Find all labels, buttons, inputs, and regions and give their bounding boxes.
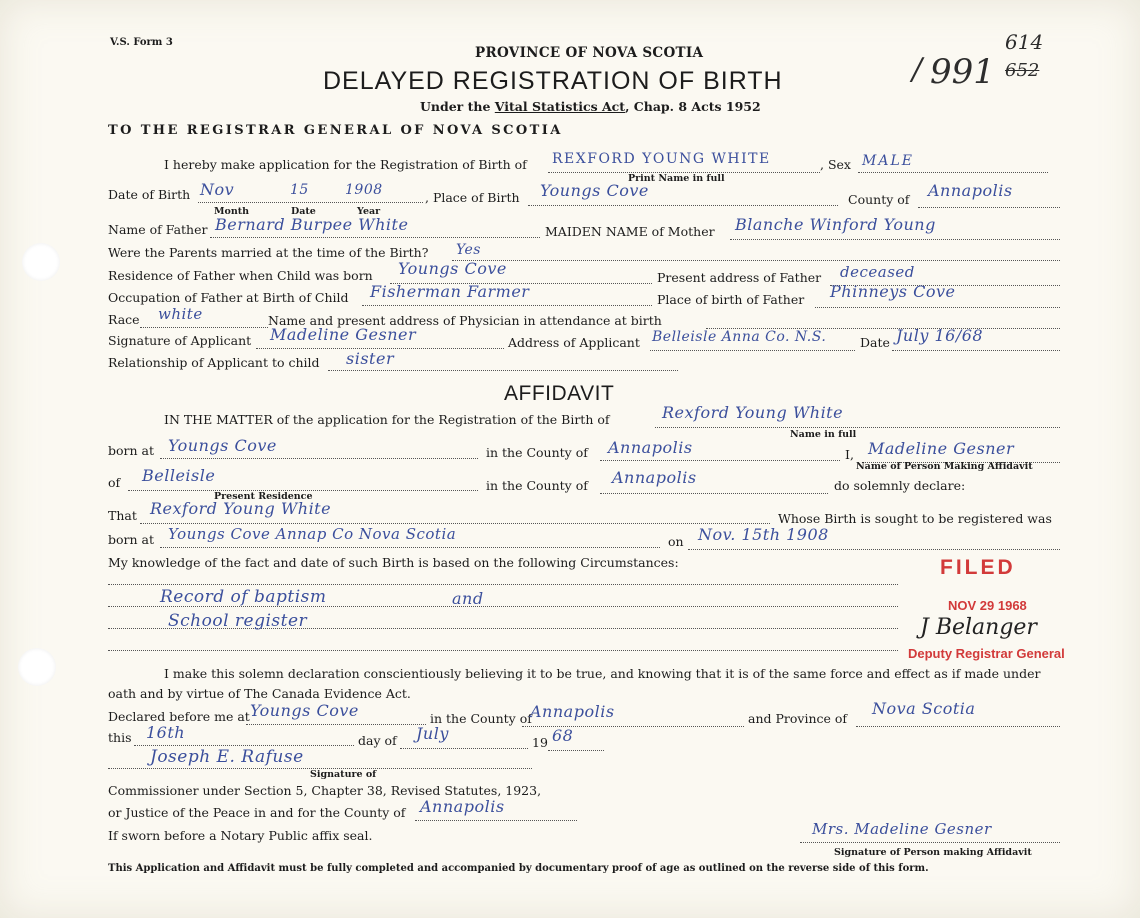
declared-label: Declared before me at <box>108 709 250 724</box>
commissioner-line: Commissioner under Section 5, Chapter 38, Revised Statutes, 1923, <box>108 783 542 798</box>
born-on-value: Nov. 15th 1908 <box>698 525 829 544</box>
declaration-line-2: oath and by virtue of The Canada Evidence Act. <box>108 686 411 701</box>
present-father-label: Present address of Father <box>657 270 822 285</box>
sig-of-label: Signature of <box>310 769 377 780</box>
declared-at: Youngs Cove <box>250 701 359 720</box>
dob-line <box>198 202 423 203</box>
race-line <box>140 327 268 328</box>
born-at2-label: born at <box>108 532 155 547</box>
addr-applicant-line <box>650 350 855 351</box>
declare-label: do solemnly declare: <box>834 478 966 493</box>
dob-label: Date of Birth <box>108 187 191 202</box>
whose-label: Whose Birth is sought to be registered was <box>778 511 1052 526</box>
birthplace-father-label: Place of birth of Father <box>657 292 805 307</box>
justice-line: or Justice of the Peace in and for the County of <box>108 805 406 820</box>
act-reference <box>420 100 761 114</box>
birthplace-father-value: Phinneys Cove <box>830 282 956 301</box>
race-value: white <box>158 305 203 323</box>
dob-month: Nov <box>200 180 235 199</box>
mother-line <box>730 239 1060 240</box>
occupation-value: Fisherman Farmer <box>370 282 530 301</box>
date-label-applicant: Date <box>860 335 890 350</box>
sig-applicant: Madeline Gesner <box>270 325 417 344</box>
place-line <box>528 205 838 206</box>
residence-father-value: Youngs Cove <box>398 259 507 278</box>
year-suffix: 68 <box>552 726 574 745</box>
circumstance-1b: and <box>452 589 484 608</box>
province-heading: PROVINCE OF NOVA SCOTIA <box>475 45 704 61</box>
dob-day: 15 <box>290 182 309 198</box>
addr-applicant: Belleisle Anna Co. N.S. <box>652 329 827 345</box>
on-label: on <box>668 534 684 549</box>
circumstance-line-1 <box>108 584 898 585</box>
act-prefix: Under the <box>420 99 495 114</box>
declaration-line-1: I make this solemn declaration conscientiously believing it to be true, and knowing that it is of the same force and effect as if made under <box>164 666 1041 681</box>
father-line <box>210 237 540 238</box>
year-label: Year <box>357 206 381 217</box>
declared-county: Annapolis <box>530 702 615 721</box>
deponent-value: Madeline Gesner <box>868 439 1015 458</box>
born-at-label: born at <box>108 443 155 458</box>
occupation-label: Occupation of Father at Birth of Child <box>108 290 349 305</box>
that-name: Rexford Young White <box>150 499 332 518</box>
child-name: REXFORD YOUNG WHITE <box>552 151 771 167</box>
circumstance-line-4 <box>108 650 898 651</box>
place-value: Youngs Cove <box>540 181 649 200</box>
file-mark-new: 614 <box>1005 30 1044 54</box>
province-line <box>856 726 1060 727</box>
residence-label: Present Residence <box>214 491 313 502</box>
day-line <box>134 745 354 746</box>
occupation-line <box>362 305 652 306</box>
footer-note: This Application and Affidavit must be fully completed and accompanied by documentary proof of age as outlined on the reverse side of this form. <box>108 863 929 874</box>
born-at2-value: Youngs Cove Annap Co Nova Scotia <box>168 525 457 543</box>
month-value: July <box>416 724 449 743</box>
matter-line <box>655 427 1060 428</box>
circumstance-2: School register <box>168 611 308 631</box>
born-at-value: Youngs Cove <box>168 436 277 455</box>
intro-label: I hereby make application for the Registration of Birth of <box>164 157 527 172</box>
file-mark-struck: 652 <box>1005 60 1040 81</box>
i-label: I, <box>845 447 854 462</box>
married-value: Yes <box>456 242 481 258</box>
that-label: That <box>108 508 137 523</box>
father-value: Bernard Burpee White <box>215 215 409 234</box>
mother-label: MAIDEN NAME of Mother <box>545 224 715 239</box>
declared-county-label: in the County of <box>430 711 532 726</box>
affidavit-title: AFFIDAVIT <box>504 382 615 405</box>
birthplace-father-line <box>815 307 1060 308</box>
relationship-label: Relationship of Applicant to child <box>108 355 320 370</box>
place-label: , Place of Birth <box>425 190 520 205</box>
province-value: Nova Scotia <box>872 699 976 718</box>
matter-name: Rexford Young White <box>662 403 844 422</box>
deponent-sig-line <box>800 842 1060 843</box>
married-line <box>452 260 1060 261</box>
year-line <box>548 750 604 751</box>
month-line <box>400 748 528 749</box>
race-label: Race <box>108 312 140 327</box>
deputy-registrar-stamp: Deputy Registrar General <box>908 646 1065 661</box>
form-number: V.S. Form 3 <box>110 37 173 48</box>
date-applicant: July 16/68 <box>896 326 984 345</box>
punch-hole <box>22 243 60 281</box>
registrar-signature: J Belanger <box>920 615 1037 640</box>
province-label: and Province of <box>748 711 848 726</box>
addr-applicant-label: Address of Applicant <box>508 335 640 350</box>
residence-value: Belleisle <box>142 466 216 485</box>
date-applicant-line <box>892 350 1060 351</box>
act-suffix: , Chap. 8 Acts 1952 <box>625 99 761 114</box>
deponent-sig-label: Signature of Person making Affidavit <box>834 847 1032 858</box>
year-prefix: 19 <box>532 735 548 750</box>
sig-applicant-label: Signature of Applicant <box>108 333 252 348</box>
county-label: County of <box>848 192 910 207</box>
deponent-signature: Mrs. Madeline Gesner <box>812 820 992 838</box>
name-full-label: Name in full <box>790 429 857 440</box>
circumstance-1: Record of baptism <box>160 587 327 607</box>
county1-line <box>600 460 840 461</box>
day-value: 16th <box>146 723 186 742</box>
knowledge-label: My knowledge of the fact and date of such Birth is based on the following Circumstances: <box>108 555 679 570</box>
mother-value: Blanche Winford Young <box>735 215 936 234</box>
date-label: Date <box>291 206 316 217</box>
relationship-value: sister <box>346 349 395 368</box>
born-at-line <box>160 458 478 459</box>
declared-at-line <box>246 724 426 725</box>
county1-value: Annapolis <box>608 438 693 457</box>
matter-label: IN THE MATTER of the application for the Registration of the Birth of <box>164 412 610 427</box>
form-title: DELAYED REGISTRATION OF BIRTH <box>323 67 783 95</box>
dob-year: 1908 <box>345 182 383 198</box>
physician-label: Name and present address of Physician in attendance at birth <box>268 313 662 328</box>
father-label: Name of Father <box>108 222 208 237</box>
commissioner-signature: Joseph E. Rafuse <box>150 747 304 767</box>
county2-line <box>600 493 828 494</box>
file-mark-check: / <box>912 52 923 87</box>
married-label: Were the Parents married at the time of the Birth? <box>108 245 429 260</box>
justice-county-line <box>415 820 577 821</box>
residence-father-label: Residence of Father when Child was born <box>108 268 373 283</box>
notary-line: If sworn before a Notary Public affix seal. <box>108 828 373 843</box>
of-label: of <box>108 475 121 490</box>
sex-value: MALE <box>862 153 914 169</box>
day-of-label: day of <box>358 733 397 748</box>
act-name: Vital Statistics Act <box>494 99 626 114</box>
county-line <box>918 207 1060 208</box>
this-label: this <box>108 730 132 745</box>
punch-hole <box>18 648 56 686</box>
present-father-value: deceased <box>840 263 915 281</box>
in-county-label-1: in the County of <box>486 445 588 460</box>
filed-date-stamp: NOV 29 1968 <box>948 598 1027 613</box>
relationship-line <box>328 370 678 371</box>
justice-county: Annapolis <box>420 797 505 816</box>
addressee-line: TO THE REGISTRAR GENERAL OF NOVA SCOTIA <box>108 123 563 138</box>
file-mark-number: 991 <box>930 52 995 92</box>
in-county-label-2: in the County of <box>486 478 588 493</box>
print-name-label: Print Name in full <box>628 173 725 184</box>
month-label: Month <box>214 206 250 217</box>
born-on-line <box>688 549 1060 550</box>
that-line <box>140 523 770 524</box>
filed-stamp: FILED <box>940 556 1016 579</box>
sex-label: , Sex <box>820 157 851 172</box>
county2-value: Annapolis <box>612 468 697 487</box>
deponent-label: Name of Person Making Affidavit <box>856 461 1033 472</box>
sex-line <box>858 172 1048 173</box>
county-value: Annapolis <box>928 181 1013 200</box>
born-at2-line <box>160 547 660 548</box>
